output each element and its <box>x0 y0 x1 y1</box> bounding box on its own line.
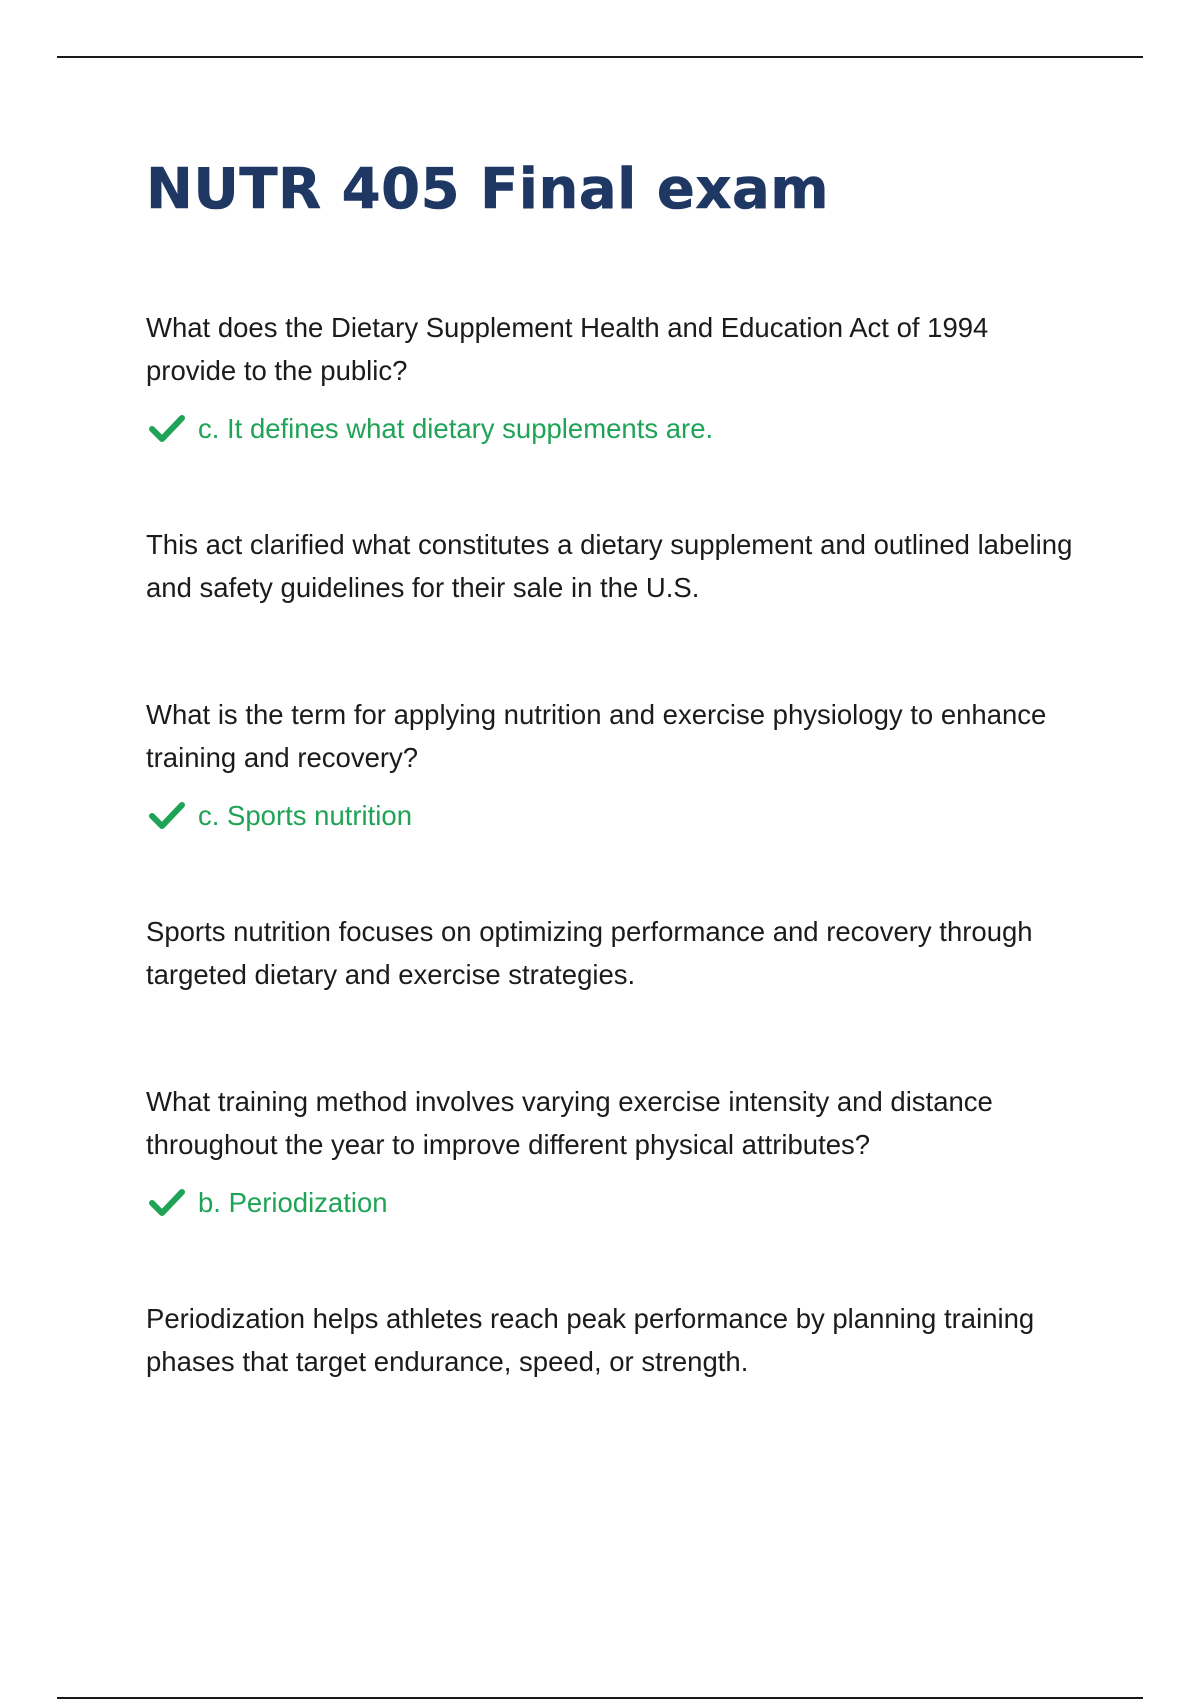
answer-row <box>146 1183 1076 1223</box>
bottom-divider <box>57 1697 1143 1699</box>
answer-text: c. Sports nutrition <box>198 800 412 831</box>
answer-text: c. It defines what dietary supplements are. <box>198 413 714 444</box>
answer-row <box>146 796 1076 836</box>
page-title: NUTR 405 Final exam <box>146 157 830 222</box>
answer-row <box>146 409 1076 449</box>
question-text: What is the term for applying nutrition and exercise physiology to enhance training and recovery? <box>146 699 1047 773</box>
question-text: What does the Dietary Supplement Health and Education Act of 1994 provide to the public? <box>146 312 989 386</box>
top-divider <box>57 56 1143 58</box>
question-text: What training method involves varying exercise intensity and distance throughout the year to improve different physical attributes? <box>146 1086 993 1160</box>
qa-item-2 <box>146 693 1076 996</box>
check-icon <box>148 1188 186 1218</box>
explanation-text: Periodization helps athletes reach peak performance by planning training phases that target endurance, speed, or strength. <box>146 1303 1035 1377</box>
answer-text: b. Periodization <box>198 1187 388 1218</box>
document-body <box>146 150 1076 1383</box>
check-icon <box>148 414 186 444</box>
explanation-text: Sports nutrition focuses on optimizing performance and recovery through targeted dietary and exercise strategies. <box>146 916 1033 990</box>
check-icon <box>148 801 186 831</box>
explanation-text: This act clarified what constitutes a dietary supplement and outlined labeling and safety guidelines for their sale in the U.S. <box>146 529 1073 603</box>
qa-item-1 <box>146 306 1076 609</box>
qa-item-3 <box>146 1080 1076 1383</box>
